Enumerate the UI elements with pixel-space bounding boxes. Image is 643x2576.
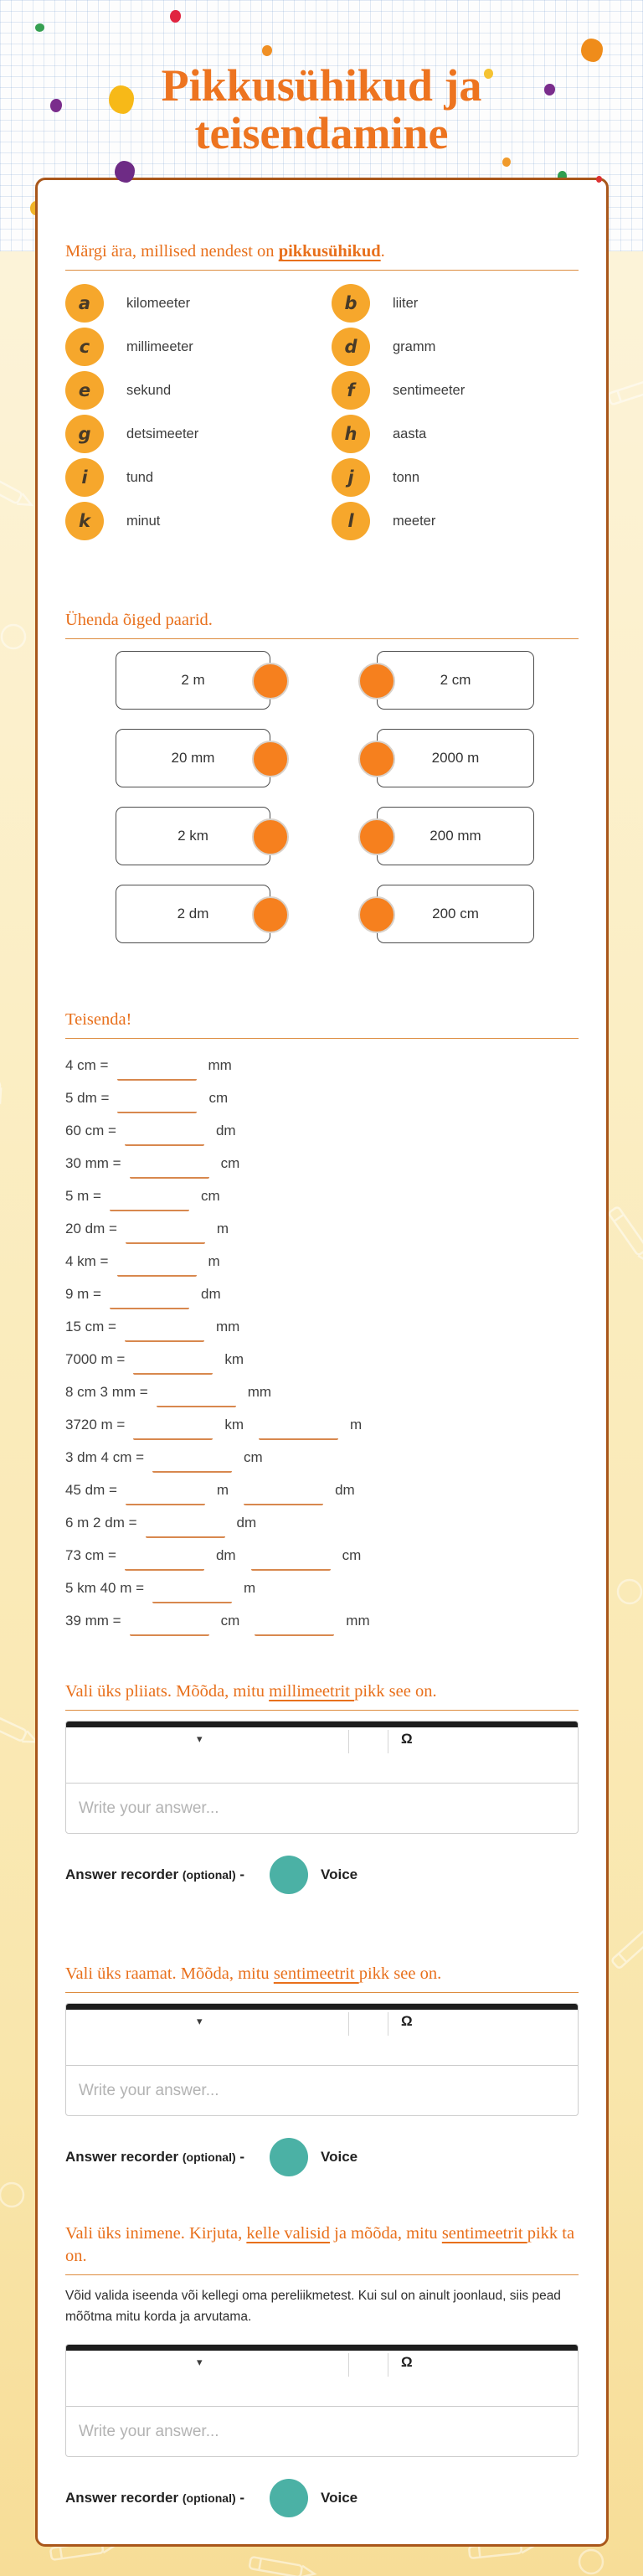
conversion-answer-input[interactable] — [133, 1418, 213, 1440]
conversion-list — [65, 1049, 579, 1637]
option-badge-j[interactable]: j — [332, 458, 370, 497]
confetti-splat — [115, 161, 135, 183]
option-label: gramm — [393, 338, 436, 354]
match-left-box[interactable]: 2 dm — [116, 885, 270, 943]
widget-top-bar — [66, 2345, 578, 2351]
section-heading: Vali üks raamat. Mõõda, mitu sentimeetrit pikk see on. — [65, 1964, 442, 1983]
option-item — [332, 502, 579, 540]
dropdown-caret-icon[interactable]: ▾ — [197, 2015, 203, 2027]
option-label: sentimeeter — [393, 382, 466, 398]
option-badge-a[interactable]: a — [65, 284, 104, 323]
match-left-box[interactable]: 2 m — [116, 651, 270, 710]
conversion-answer-input[interactable] — [255, 1614, 334, 1636]
answer-text-input[interactable] — [66, 1783, 578, 1833]
option-label: minut — [126, 513, 161, 529]
answer-recorder-label: Answer recorder (optional) - — [65, 1866, 245, 1882]
conversion-row: 6 m 2 dm = dm — [65, 1506, 579, 1539]
conversion-row: 15 cm = mm — [65, 1310, 579, 1343]
option-label: sekund — [126, 382, 172, 398]
option-label: tonn — [393, 469, 420, 485]
conversion-row: 8 cm 3 mm = mm — [65, 1376, 579, 1408]
conversion-row: 30 mm = cm — [65, 1147, 579, 1180]
option-item — [332, 458, 579, 497]
editor-toolbar[interactable] — [66, 1727, 578, 1783]
conversion-answer-input[interactable] — [157, 1386, 236, 1407]
option-badge-b[interactable]: b — [332, 284, 370, 323]
conversion-answer-input[interactable] — [146, 1516, 225, 1538]
special-characters-button[interactable]: Ω — [401, 2354, 413, 2370]
match-pairs-list — [65, 651, 579, 943]
section-heading: Vali üks inimene. Kirjuta, kelle valisid ja mõõda, mitu sentimeetrit pikk ta on. — [65, 2224, 575, 2265]
answer-recorder-label: Answer recorder (optional) - — [65, 2149, 245, 2165]
conversion-answer-input[interactable] — [130, 1614, 209, 1636]
option-item — [332, 328, 579, 366]
section-divider — [65, 638, 579, 639]
conversion-row: 5 m = cm — [65, 1180, 579, 1212]
conversion-answer-input[interactable] — [117, 1059, 197, 1081]
widget-top-bar — [66, 2004, 578, 2010]
drawing-answer-widget — [65, 2003, 579, 2116]
connector-dot[interactable] — [358, 896, 395, 933]
conversion-answer-input[interactable] — [133, 1353, 213, 1375]
option-label: aasta — [393, 426, 427, 441]
option-item — [65, 328, 332, 366]
section-measure-pencil — [65, 1680, 579, 1894]
conversion-answer-input[interactable] — [152, 1451, 232, 1473]
section-divider — [65, 270, 579, 271]
option-badge-l[interactable]: l — [332, 502, 370, 540]
confetti-splat — [109, 85, 134, 114]
answer-text-input[interactable] — [66, 2065, 578, 2115]
confetti-splat — [581, 39, 603, 62]
connector-dot[interactable] — [252, 896, 289, 933]
option-item — [332, 415, 579, 453]
conversion-row: 3 dm 4 cm = cm — [65, 1441, 579, 1474]
conversion-row: 60 cm = dm — [65, 1114, 579, 1147]
match-left-box[interactable]: 20 mm — [116, 729, 270, 787]
dropdown-caret-icon[interactable]: ▾ — [197, 2356, 203, 2368]
conversion-answer-input[interactable] — [126, 1222, 205, 1244]
match-row — [65, 885, 579, 943]
match-row — [65, 729, 579, 787]
option-label: liiter — [393, 295, 419, 311]
option-badge-g[interactable]: g — [65, 415, 104, 453]
section-divider — [65, 2274, 579, 2275]
option-label: meeter — [393, 513, 436, 529]
option-badge-i[interactable]: i — [65, 458, 104, 497]
match-right-box[interactable]: 2000 m — [377, 729, 534, 787]
toolbar-separator — [348, 2353, 349, 2377]
conversion-answer-input[interactable] — [110, 1288, 189, 1309]
conversion-answer-input[interactable] — [117, 1255, 197, 1277]
section-heading: Teisenda! — [65, 1010, 132, 1029]
special-characters-button[interactable]: Ω — [401, 2013, 413, 2029]
option-badge-f[interactable]: f — [332, 371, 370, 410]
option-item — [65, 284, 332, 323]
worksheet-card — [35, 178, 609, 2547]
voice-label: Voice — [321, 2149, 358, 2165]
match-right-box[interactable]: 200 mm — [377, 807, 534, 865]
option-badge-d[interactable]: d — [332, 328, 370, 366]
conversion-answer-input[interactable] — [126, 1484, 205, 1505]
option-badge-h[interactable]: h — [332, 415, 370, 453]
conversion-row: 7000 m = km — [65, 1343, 579, 1376]
option-item — [65, 502, 332, 540]
conversion-row: 9 m = dm — [65, 1278, 579, 1310]
voice-record-button[interactable] — [270, 2138, 308, 2176]
drawing-answer-widget — [65, 2344, 579, 2457]
editor-toolbar[interactable] — [66, 2010, 578, 2065]
option-label: millimeeter — [126, 338, 193, 354]
conversion-answer-input[interactable] — [244, 1484, 323, 1505]
option-badge-c[interactable]: c — [65, 328, 104, 366]
page-title: Pikkusühikud ja teisendamine — [161, 60, 482, 158]
conversion-answer-input[interactable] — [251, 1549, 331, 1571]
conversion-row: 5 dm = cm — [65, 1082, 579, 1114]
conversion-row: 20 dm = m — [65, 1212, 579, 1245]
conversion-row: 3720 m = km m — [65, 1408, 579, 1441]
option-item — [65, 371, 332, 410]
voice-label: Voice — [321, 2490, 358, 2506]
section-divider — [65, 1038, 579, 1039]
section-measure-book — [65, 1963, 579, 2176]
conversion-answer-input[interactable] — [259, 1418, 338, 1440]
connector-dot[interactable] — [358, 663, 395, 699]
option-item — [332, 371, 579, 410]
option-label: detsimeeter — [126, 426, 199, 441]
instruction-note: Võid valida iseenda või kellegi oma pereliikmetest. Kui sul on ainult joonlaud, siis pead mõõtma mitu korda ja arvutama. — [65, 2289, 561, 2324]
special-characters-button[interactable]: Ω — [401, 1731, 413, 1747]
dropdown-caret-icon[interactable]: ▾ — [197, 1732, 203, 1745]
voice-label: Voice — [321, 1866, 358, 1882]
option-label: tund — [126, 469, 154, 485]
option-badge-k[interactable]: k — [65, 502, 104, 540]
section-heading: Märgi ära, millised nendest on pikkusühikud. — [65, 242, 385, 261]
section-divider — [65, 1992, 579, 1993]
answer-recorder-label: Answer recorder (optional) - — [65, 2490, 245, 2506]
conversion-answer-input[interactable] — [125, 1124, 204, 1146]
connector-dot[interactable] — [358, 818, 395, 855]
section-divider — [65, 1710, 579, 1711]
widget-top-bar — [66, 1722, 578, 1727]
match-row — [65, 807, 579, 865]
match-row — [65, 651, 579, 710]
conversion-row: 39 mm = cm mm — [65, 1604, 579, 1637]
section-mark-length-units — [65, 240, 579, 540]
drawing-answer-widget — [65, 1721, 579, 1834]
conversion-row: 45 dm = m dm — [65, 1474, 579, 1506]
conversion-answer-input[interactable] — [125, 1549, 204, 1571]
section-measure-person — [65, 2222, 579, 2517]
section-heading: Vali üks pliiats. Mõõda, mitu millimeetrit pikk see on. — [65, 1682, 437, 1701]
connector-dot[interactable] — [358, 741, 395, 777]
match-right-box[interactable]: 2 cm — [377, 651, 534, 710]
option-item — [65, 415, 332, 453]
option-badge-e[interactable]: e — [65, 371, 104, 410]
conversion-row: 73 cm = dm cm — [65, 1539, 579, 1572]
option-item — [332, 284, 579, 323]
match-left-box[interactable]: 2 km — [116, 807, 270, 865]
answer-recorder-row — [65, 2138, 579, 2176]
editor-toolbar[interactable] — [66, 2351, 578, 2406]
conversion-row: 4 cm = mm — [65, 1049, 579, 1082]
voice-record-button[interactable] — [270, 1856, 308, 1894]
section-match-pairs — [65, 609, 579, 943]
conversion-row: 4 km = m — [65, 1245, 579, 1278]
answer-recorder-row — [65, 1856, 579, 1894]
conversion-row: 5 km 40 m = m — [65, 1572, 579, 1604]
conversion-answer-input[interactable] — [110, 1190, 189, 1211]
answer-recorder-row — [65, 2479, 579, 2517]
section-convert — [65, 1009, 579, 1637]
connector-dot[interactable] — [252, 818, 289, 855]
options-grid — [65, 284, 579, 540]
conversion-answer-input[interactable] — [152, 1582, 232, 1603]
option-item — [65, 458, 332, 497]
conversion-answer-input[interactable] — [125, 1320, 204, 1342]
conversion-answer-input[interactable] — [117, 1092, 197, 1113]
connector-dot[interactable] — [252, 663, 289, 699]
connector-dot[interactable] — [252, 741, 289, 777]
toolbar-separator — [348, 2012, 349, 2036]
match-right-box[interactable]: 200 cm — [377, 885, 534, 943]
option-label: kilomeeter — [126, 295, 191, 311]
voice-record-button[interactable] — [270, 2479, 308, 2517]
conversion-answer-input[interactable] — [130, 1157, 209, 1179]
toolbar-separator — [348, 1730, 349, 1753]
section-heading: Ühenda õiged paarid. — [65, 611, 213, 629]
answer-text-input[interactable] — [66, 2406, 578, 2456]
